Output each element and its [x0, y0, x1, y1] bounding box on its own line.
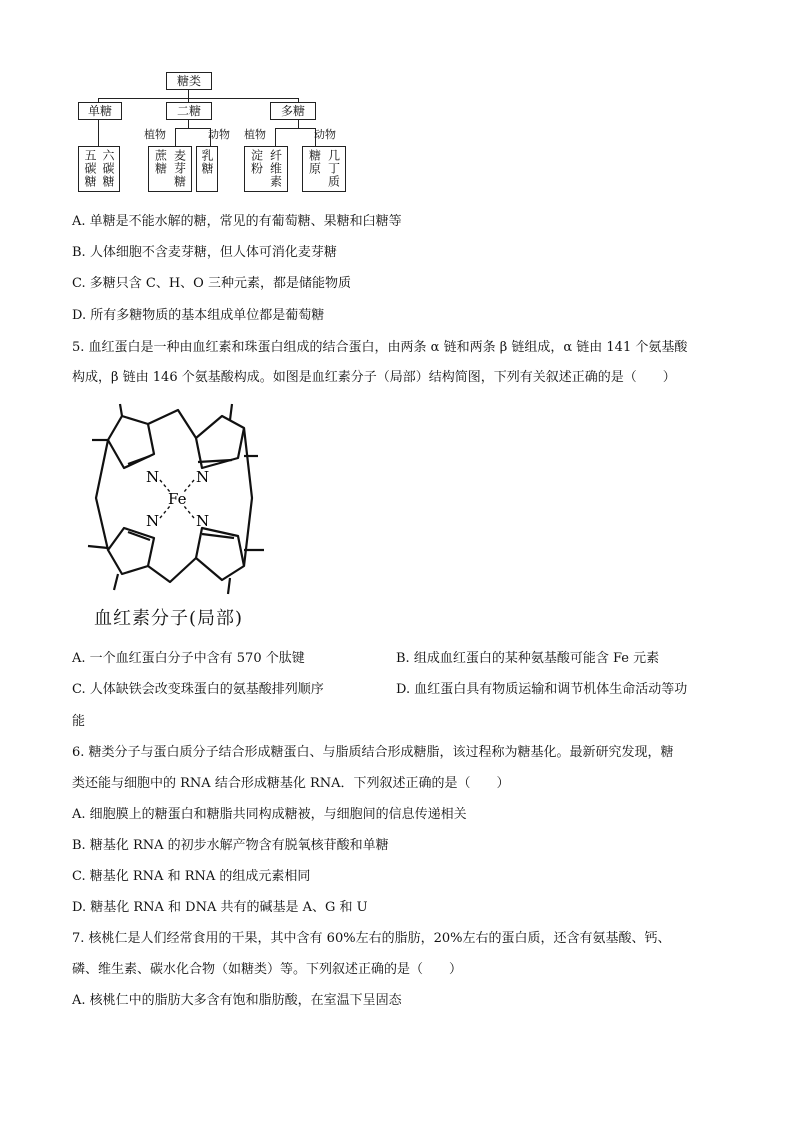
- q6-option-b: B. 糖基化 RNA 的初步水解产物含有脱氧核苷酸和单糖: [72, 838, 389, 853]
- q6-option-a: A. 细胞膜上的糖蛋白和糖脂共同构成糖被，与细胞间的信息传递相关: [72, 807, 467, 822]
- animal-label: 动物: [208, 128, 230, 141]
- polysaccharide-plant-box: [244, 146, 288, 192]
- category-box-disaccharide: 二糖: [166, 102, 212, 120]
- atom-n-top-right: N: [196, 468, 210, 486]
- disaccharide-animal-box: [196, 146, 218, 192]
- q5-option-a: A. 一个血红蛋白分子中含有 570 个肽键: [72, 651, 305, 666]
- example-sucrose: 蔗糖: [153, 149, 168, 175]
- q6-stem-line2: 类还能与细胞中的 RNA 结合形成糖基化 RNA．下列叙述正确的是（ ）: [72, 776, 510, 791]
- connector: [275, 128, 276, 146]
- example-chitin: 几丁质: [326, 149, 341, 188]
- q5-option-d: D. 血红蛋白具有物质运输和调节机体生命活动等功: [396, 682, 688, 697]
- sugar-classification-diagram: [70, 66, 360, 196]
- connector: [98, 120, 99, 146]
- connector: [188, 90, 189, 98]
- connector: [98, 98, 298, 99]
- q7-option-a: A. 核桃仁中的脂肪大多含有饱和脂肪酸，在室温下呈固态: [72, 993, 402, 1008]
- plant-label: 植物: [244, 128, 266, 141]
- category-box-polysaccharide: 多糖: [270, 102, 316, 120]
- q4-option-d: D. 所有多糖物质的基本组成单位都是葡萄糖: [72, 308, 325, 323]
- pyrrole-ring: [108, 416, 154, 468]
- atom-n-top-left: N: [146, 468, 160, 486]
- plant-label: 植物: [144, 128, 166, 141]
- q4-option-a: A. 单糖是不能水解的糖，常见的有葡萄糖、果糖和臼糖等: [72, 214, 402, 229]
- tree-root-box: 糖类: [166, 72, 212, 90]
- q6-stem-line1: 6. 糖类分子与蛋白质分子结合形成糖蛋白、与脂质结合形成糖脂，该过程称为糖基化。最新研究发现，糖: [72, 745, 674, 760]
- example-hexose: 六碳糖: [101, 149, 115, 188]
- q6-option-c: C. 糖基化 RNA 和 RNA 的组成元素相同: [72, 869, 311, 884]
- q6-option-d: D. 糖基化 RNA 和 DNA 共有的碱基是 A、G 和 U: [72, 900, 368, 915]
- example-cellulose: 纤维素: [268, 149, 283, 188]
- q5-stem-line1: 5. 血红蛋白是一种由血红素和珠蛋白组成的结合蛋白，由两条 α 链和两条 β 链组成，α 链由 141 个氨基酸: [72, 340, 688, 355]
- polysaccharide-animal-box: [302, 146, 346, 192]
- example-maltose: 麦芽糖: [172, 149, 187, 188]
- animal-label: 动物: [314, 128, 336, 141]
- q7-stem-line2: 磷、维生素、碳水化合物（如糖类）等。下列叙述正确的是（ ）: [72, 962, 463, 977]
- q4-option-b: B. 人体细胞不含麦芽糖，但人体可消化麦芽糖: [72, 245, 337, 260]
- category-box-monosaccharide: 单糖: [78, 102, 122, 120]
- q5-option-d-continued: 能: [72, 714, 86, 729]
- q5-stem-line2: 构成，β 链由 146 个氨基酸构成。如图是血红素分子（局部）结构简图，下列有关叙述正确的是（ ）: [72, 370, 676, 385]
- q5-option-c: C. 人体缺铁会改变珠蛋白的氨基酸排列顺序: [72, 682, 324, 697]
- heme-structure-diagram: [70, 398, 280, 598]
- example-pentose: 五碳糖: [83, 149, 97, 188]
- q5-option-b: B. 组成血红蛋白的某种氨基酸可能含 Fe 元素: [396, 651, 660, 666]
- example-glycogen: 糖原: [307, 149, 322, 175]
- connector: [275, 128, 315, 129]
- connector: [175, 128, 210, 129]
- heme-caption: 血红素分子(局部): [94, 608, 244, 629]
- atom-n-bottom-right: N: [196, 512, 210, 530]
- connector: [188, 120, 189, 128]
- q7-stem-line1: 7. 核桃仁是人们经常食用的干果，其中含有 60%左右的脂肪，20%左右的蛋白质，还含有氨基酸、钙、: [72, 931, 671, 946]
- atom-n-bottom-left: N: [146, 512, 160, 530]
- example-starch: 淀粉: [249, 149, 264, 175]
- pyrrole-ring: [108, 528, 154, 574]
- monosaccharide-examples-box: [78, 146, 120, 192]
- q4-option-c: C. 多糖只含 C、H、O 三种元素，都是储能物质: [72, 276, 351, 291]
- connector: [175, 128, 176, 146]
- disaccharide-plant-box: [148, 146, 192, 192]
- atom-fe: Fe: [168, 490, 187, 508]
- example-lactose: 乳糖: [200, 149, 214, 175]
- connector: [298, 120, 299, 128]
